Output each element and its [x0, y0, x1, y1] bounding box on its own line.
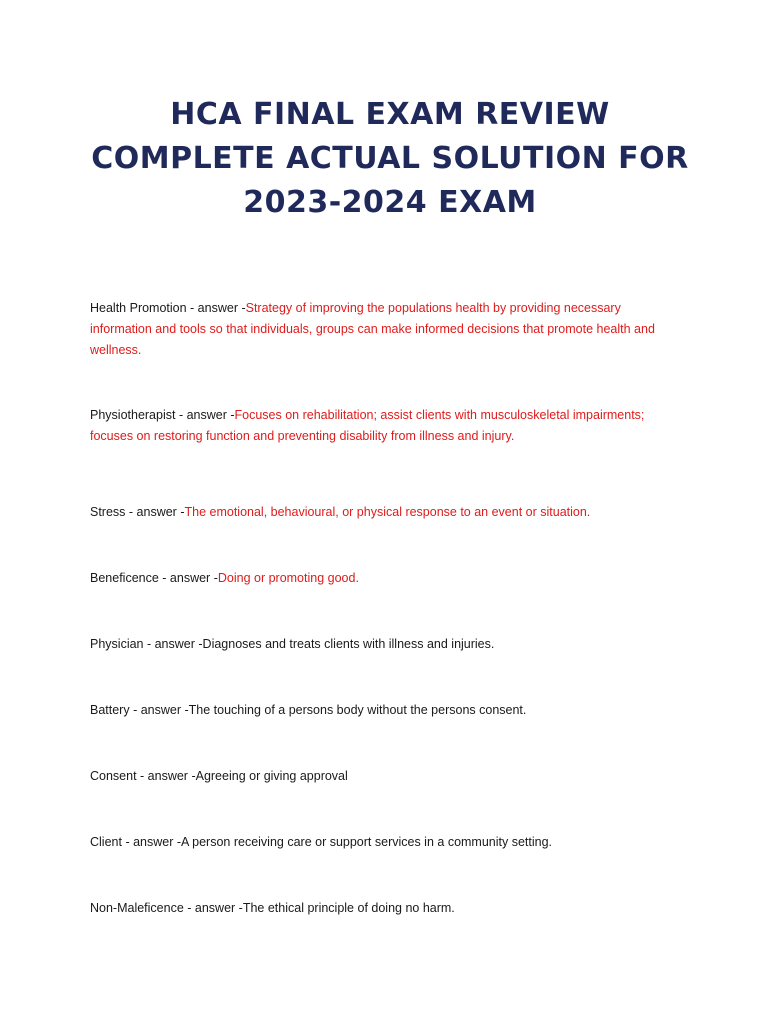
entry-separator: - answer -	[158, 571, 218, 585]
entry-answer: Agreeing or giving approval	[195, 769, 348, 783]
qa-list	[90, 298, 678, 919]
document-title: HCA FINAL EXAM REVIEW COMPLETE ACTUAL SOLUTION FOR 2023-2024 EXAM	[91, 97, 689, 220]
qa-entry	[90, 766, 678, 787]
entry-separator: - answer -	[186, 301, 246, 315]
entry-separator: - answer -	[136, 769, 196, 783]
qa-entry	[90, 700, 678, 721]
entry-answer: The emotional, behavioural, or physical response to an event or situation.	[184, 505, 591, 519]
entry-answer: Focuses on rehabilitation; assist clients with musculoskeletal impairments; focuses on restoring function and preventing disability from illness and injury.	[90, 408, 645, 443]
entry-term: Physiotherapist	[90, 408, 176, 422]
qa-entry	[90, 502, 678, 523]
entry-answer: The ethical principle of doing no harm.	[242, 901, 455, 915]
entry-answer: Doing or promoting good.	[217, 571, 359, 585]
qa-entry	[90, 405, 678, 447]
qa-entry	[90, 298, 678, 361]
entry-term: Non-Maleficence	[90, 901, 184, 915]
entry-answer: Diagnoses and treats clients with illness and injuries.	[202, 637, 495, 651]
entry-term: Stress	[90, 505, 126, 519]
entry-separator: - answer -	[129, 703, 189, 717]
entry-term: Consent	[90, 769, 137, 783]
qa-entry	[90, 832, 678, 853]
entry-term: Physician	[90, 637, 144, 651]
entry-separator: - answer -	[125, 505, 185, 519]
entry-separator: - answer -	[183, 901, 243, 915]
entry-answer: Strategy of improving the populations health by providing necessary information and tools so that individuals, groups can make informed decisions that promote health and wellness.	[90, 301, 655, 357]
entry-term: Client	[90, 835, 122, 849]
entry-term: Health Promotion	[90, 301, 187, 315]
entry-answer: A person receiving care or support services in a community setting.	[181, 835, 553, 849]
entry-answer: The touching of a persons body without the persons consent.	[188, 703, 527, 717]
entry-separator: - answer -	[121, 835, 182, 849]
entry-separator: - answer -	[143, 637, 203, 651]
qa-entry	[90, 568, 678, 589]
entry-term: Battery	[90, 703, 130, 717]
qa-entry	[90, 898, 678, 919]
entry-term: Beneficence	[90, 571, 159, 585]
entry-separator: - answer -	[175, 408, 235, 422]
qa-entry	[90, 634, 678, 655]
